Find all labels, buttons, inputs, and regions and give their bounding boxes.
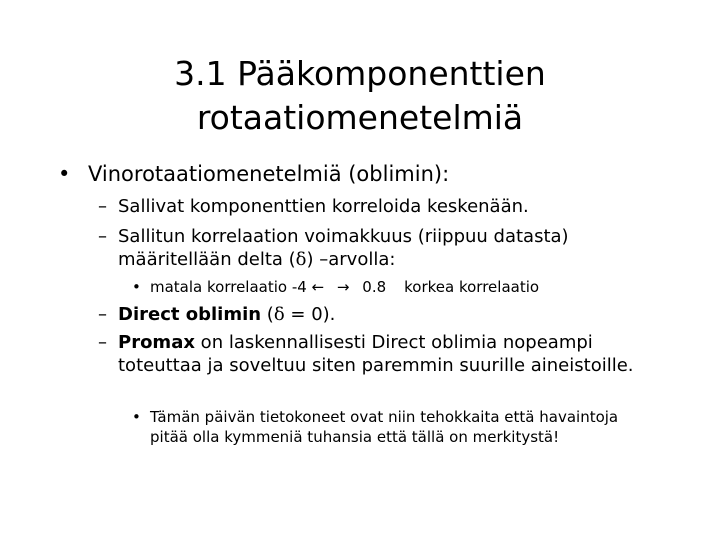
main-bullet [58,160,449,188]
computers-note-text: Tämän päivän tietokoneet ovat niin tehokkaita että havaintoja pitää olla kymmeniä tuhansia että tällä on merkitystä! [150,408,619,446]
slide-title-line-2: rotaatiomenetelmiä [196,98,524,137]
main-bullet-text: Vinorotaatiomenetelmiä (oblimin): [88,162,450,186]
sub-bullet-correlate [98,195,678,218]
sub-bullet-delta [98,225,678,271]
promax-text [118,331,643,377]
dash-icon: – [98,332,107,353]
delta-line-2-post: ) –arvolla: [306,249,396,270]
range-low-label: matala korrelaatio -4 [150,278,307,296]
dash-icon: – [98,196,107,217]
delta-range-text [150,277,672,297]
range-high-label: korkea korrelaatio [404,278,540,296]
direct-oblimin-text [118,303,678,326]
direct-oblimin-term: Direct oblimin [118,304,262,325]
slide-title-line-1: 3.1 Pääkomponenttien [174,54,546,93]
delta-line-1: Sallitun korrelaation voimakkuus (riippuu datasta) [118,226,569,247]
sub-bullet-correlate-text: Sallivat komponenttien korreloida keskenään. [118,196,529,217]
slide-title [60,52,660,140]
dash-icon: – [98,304,107,325]
promax-term: Promax [118,332,195,353]
direct-oblimin-pre: ( [261,304,274,325]
direct-oblimin-post: = 0). [284,304,336,325]
sub-bullet-direct-oblimin [98,303,678,326]
small-bullet-icon: • [132,408,141,426]
sub-bullet-delta-text [118,225,678,271]
promax-rest: on laskennallisesti Direct oblimia nopeampi toteuttaa ja soveltuu siten paremmin suurille aineistoille. [118,332,634,376]
dash-icon: – [98,226,107,247]
delta-line-2-pre: määritellään delta ( [118,249,296,270]
delta-symbol: δ [295,249,307,270]
delta-range-item [132,277,672,297]
computers-note-item [132,407,672,447]
sub-bullet-promax [98,331,678,377]
bullet-icon: • [58,162,71,186]
delta-symbol: δ [273,304,285,325]
small-bullet-icon: • [132,278,141,296]
range-value: 0.8 [362,278,387,296]
double-arrow-icon: ← → [311,278,363,296]
